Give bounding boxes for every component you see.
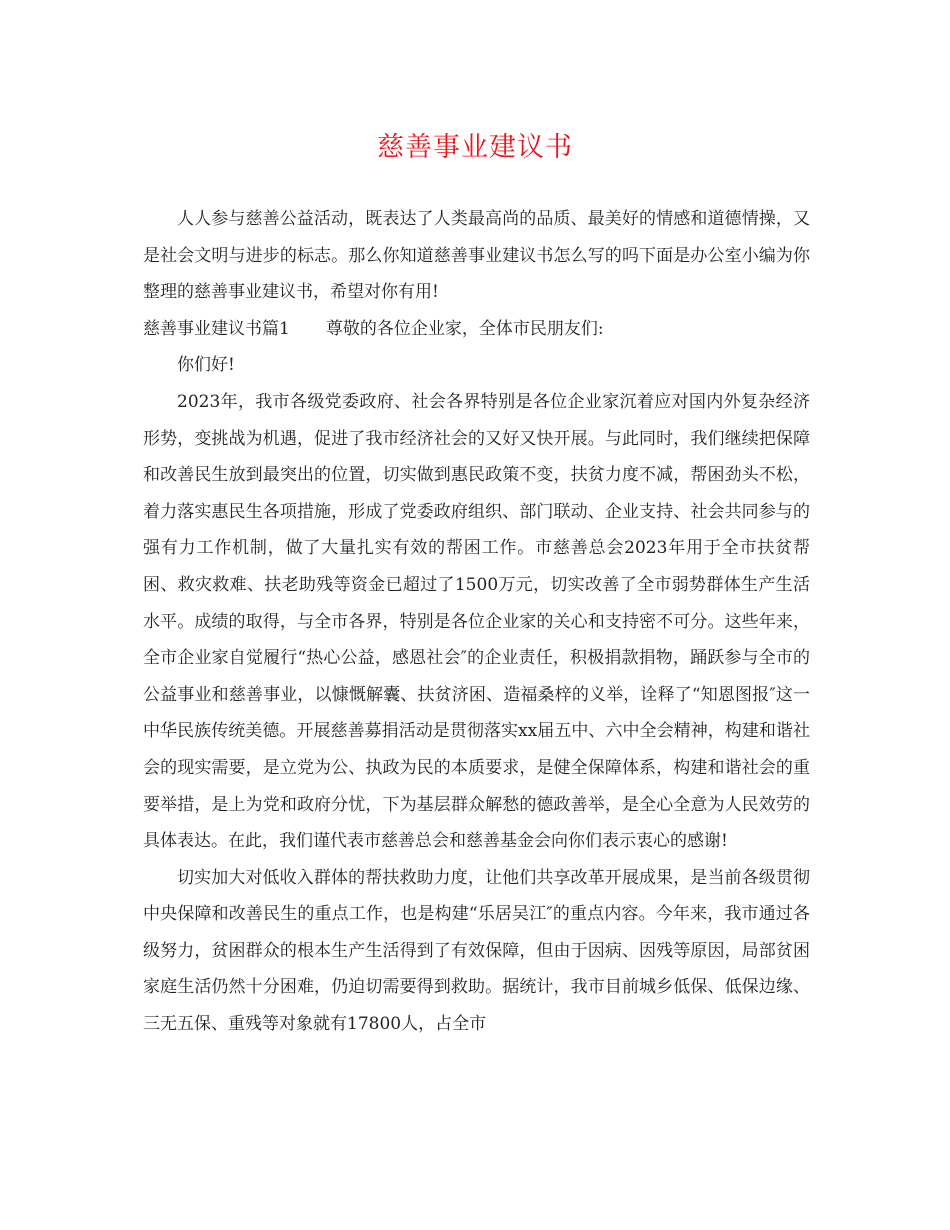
section-heading-line [143, 311, 810, 348]
body-paragraph-2: 切实加大对低收入群体的帮扶救助力度，让他们共享改革开展成果，是当前各级贯彻中央保障和改善民生的重点工作，也是构建“乐居吴江″的重点内容。今年来，我市通过各级努力，贫困群众的根本生产生活得到了有效保障，但由于因病、因残等原因，局部贫困家庭生活仍然十分困难，仍迫切需要得到救助。据统计，我市目前城乡低保、低保边缘、三无五保、重残等对象就有17800人，占全市 [143, 867, 810, 1035]
document-title: 慈善事业建议书 [377, 132, 573, 163]
body-paragraph-1: 2023年，我市各级党委政府、社会各界特别是各位企业家沉着应对国内外复杂经济形势，变挑战为机遇，促进了我市经济社会的又好又快开展。与此同时，我们继续把保障和改善民生放到最突出的位置，切实做到惠民政策不变，扶贫力度不减，帮困劲头不松，着力落实惠民生各项措施，形成了党委政府组织、部门联动、企业支持、社会共同参与的强有力工作机制，做了大量扎实有效的帮困工作。市慈善总会2023年用于全市扶贫帮困、救灾救难、扶老助残等资金已超过了1500万元，切实改善了全市弱势群体生产生活水平。成绩的取得，与全市各界，特别是各位企业家的关心和支持密不可分。这些年来，全市企业家自觉履行“热心公益，感恩社会″的企业责任，积极捐款捐物，踊跃参与全市的公益事业和慈善事业，以慷慨解囊、扶贫济困、造福桑梓的义举，诠释了“知恩图报″这一中华民族传统美德。开展慈善募捐活动是贯彻落实xx届五中、六中全会精神，构建和谐社会的现实需要，是立党为公、执政为民的本质要求，是健全保障体系，构建和谐社会的重要举措，是上为党和政府分忧，下为基层群众解愁的德政善举，是全心全意为人民效劳的具体表达。在此，我们谨代表市慈善总会和慈善基金会向你们表示衷心的感谢! [143, 391, 810, 852]
greeting: 你们好! [177, 355, 235, 376]
section-title: 慈善事业建议书篇1 [143, 318, 290, 339]
salutation: 尊敬的各位企业家，全体市民朋友们: [325, 318, 604, 339]
document-body [143, 201, 810, 1043]
intro-paragraph: 人人参与慈善公益活动，既表达了人类最高尚的品质、最美好的情感和道德情操，又是社会文明与进步的标志。那么你知道慈善事业建议书怎么写的吗下面是办公室小编为你整理的慈善事业建议书，希望对你有用! [143, 209, 810, 303]
